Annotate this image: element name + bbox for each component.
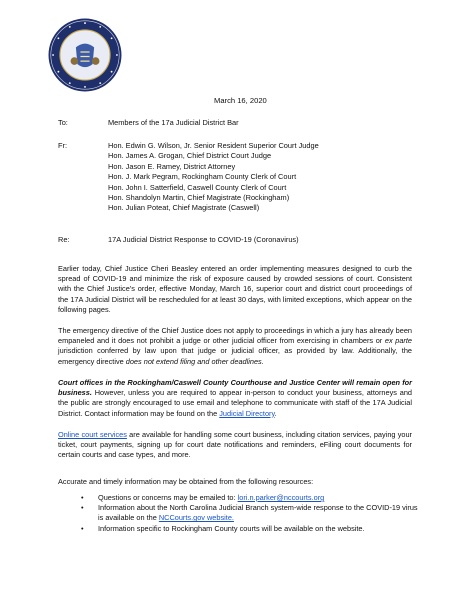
to-label: To:: [58, 118, 68, 127]
re-label: Re:: [58, 235, 70, 244]
from-row: [58, 141, 418, 215]
to-row: [58, 118, 418, 129]
from-line: Hon. Julian Poteat, Chief Magistrate (Caswell): [108, 203, 260, 213]
bullet-text: Information specific to Rockingham County courts will be available on the website.: [98, 523, 365, 533]
from-line: Hon. Jason E. Ramey, District Attorney: [108, 161, 236, 171]
judicial-directory-link[interactable]: Judicial Directory: [219, 408, 275, 418]
paragraph-offices: [58, 378, 412, 419]
ex-parte-text: ex parte: [384, 336, 412, 346]
paragraph-directive: [58, 326, 412, 367]
online-court-services-link[interactable]: Online court services: [58, 430, 127, 439]
offices-text: However, unless you are required to appear in-person to conduct your business, attorneys and the public are strongly encouraged to use email and telephone to communicate with staff of the 17A Judicial District. Contact information may be found on the: [58, 388, 412, 418]
bullet-text: Questions or concerns may be emailed to:: [98, 493, 238, 502]
re-value: 17A Judicial District Response to COVID-19 (Coronavirus): [108, 235, 299, 244]
from-line: Hon. J. Mark Pegram, Rockingham County Clerk of Court: [108, 172, 297, 182]
bullet-icon: •: [81, 523, 84, 533]
from-line: Hon. John I. Satterfield, Caswell County Clerk of Court: [108, 182, 287, 192]
from-line: Hon. Edwin G. Wilson, Jr. Senior Resident Superior Court Judge: [108, 141, 319, 150]
seal-logo: [47, 17, 123, 93]
directive-text-2: jurisdiction conferred by law upon that judge or judicial officer, as provided by law. Additionally, the emergency directive: [58, 346, 412, 366]
bullet-icon: •: [81, 493, 84, 502]
bullet-text: Information about the North Carolina Judicial Branch system-wide response to the COVID-19 virus is available on the: [98, 503, 418, 523]
list-item: [58, 503, 418, 523]
from-label: Fr:: [58, 141, 68, 150]
memo-date: March 16, 2020: [214, 96, 267, 105]
paragraph-online: [58, 430, 412, 461]
re-row: [58, 235, 418, 246]
paragraph-resources: Accurate and timely information may be obtained from the following resources:: [58, 477, 314, 486]
resource-list: [58, 493, 418, 534]
nccourts-link[interactable]: NCCourts.gov website.: [158, 513, 234, 523]
list-item: [58, 493, 418, 503]
from-line: Hon. Shandolyn Martin, Chief Magistrate (Rockingham): [108, 193, 290, 202]
bullet-icon: •: [81, 503, 84, 513]
offices-end: .: [274, 408, 277, 418]
from-line: Hon. James A. Grogan, Chief District Court Judge: [108, 151, 272, 161]
online-text: are available for handling some court business, including citation services, paying your ticket, court payments, signing up for court date notifications and reminders, eFiling court documents for certain courts and case types, and more.: [58, 430, 412, 460]
to-value: Members of the 17a Judicial District Bar: [108, 118, 239, 127]
paragraph-order: Earlier today, Chief Justice Cheri Beasley entered an order implementing measures designed to curb the spread of COVID-19 and minimize the risk of exposure caused by crowded sessions of court. Consistent with the Chief Justice’s order, effective Monday, March 16, superior court and district court proceedings of the 17A Judicial District will be rescheduled for at least 30 days, with limited exceptions, which appear on the following pages.: [58, 264, 412, 314]
directive-text: The emergency directive of the Chief Justice does not apply to proceedings in which a jury has already been empaneled and it does not prohibit a judge or other judicial officer from exercising in chambers or: [58, 326, 412, 346]
email-link[interactable]: lori.n.parker@nccourts.org: [237, 493, 325, 502]
deadlines-text: does not extend filing and other deadlines.: [125, 356, 264, 366]
list-item: [58, 524, 418, 534]
offices-open-text: Court offices in the Rockingham/Caswell County Courthouse and Justice Center will remain open for business.: [58, 378, 412, 398]
